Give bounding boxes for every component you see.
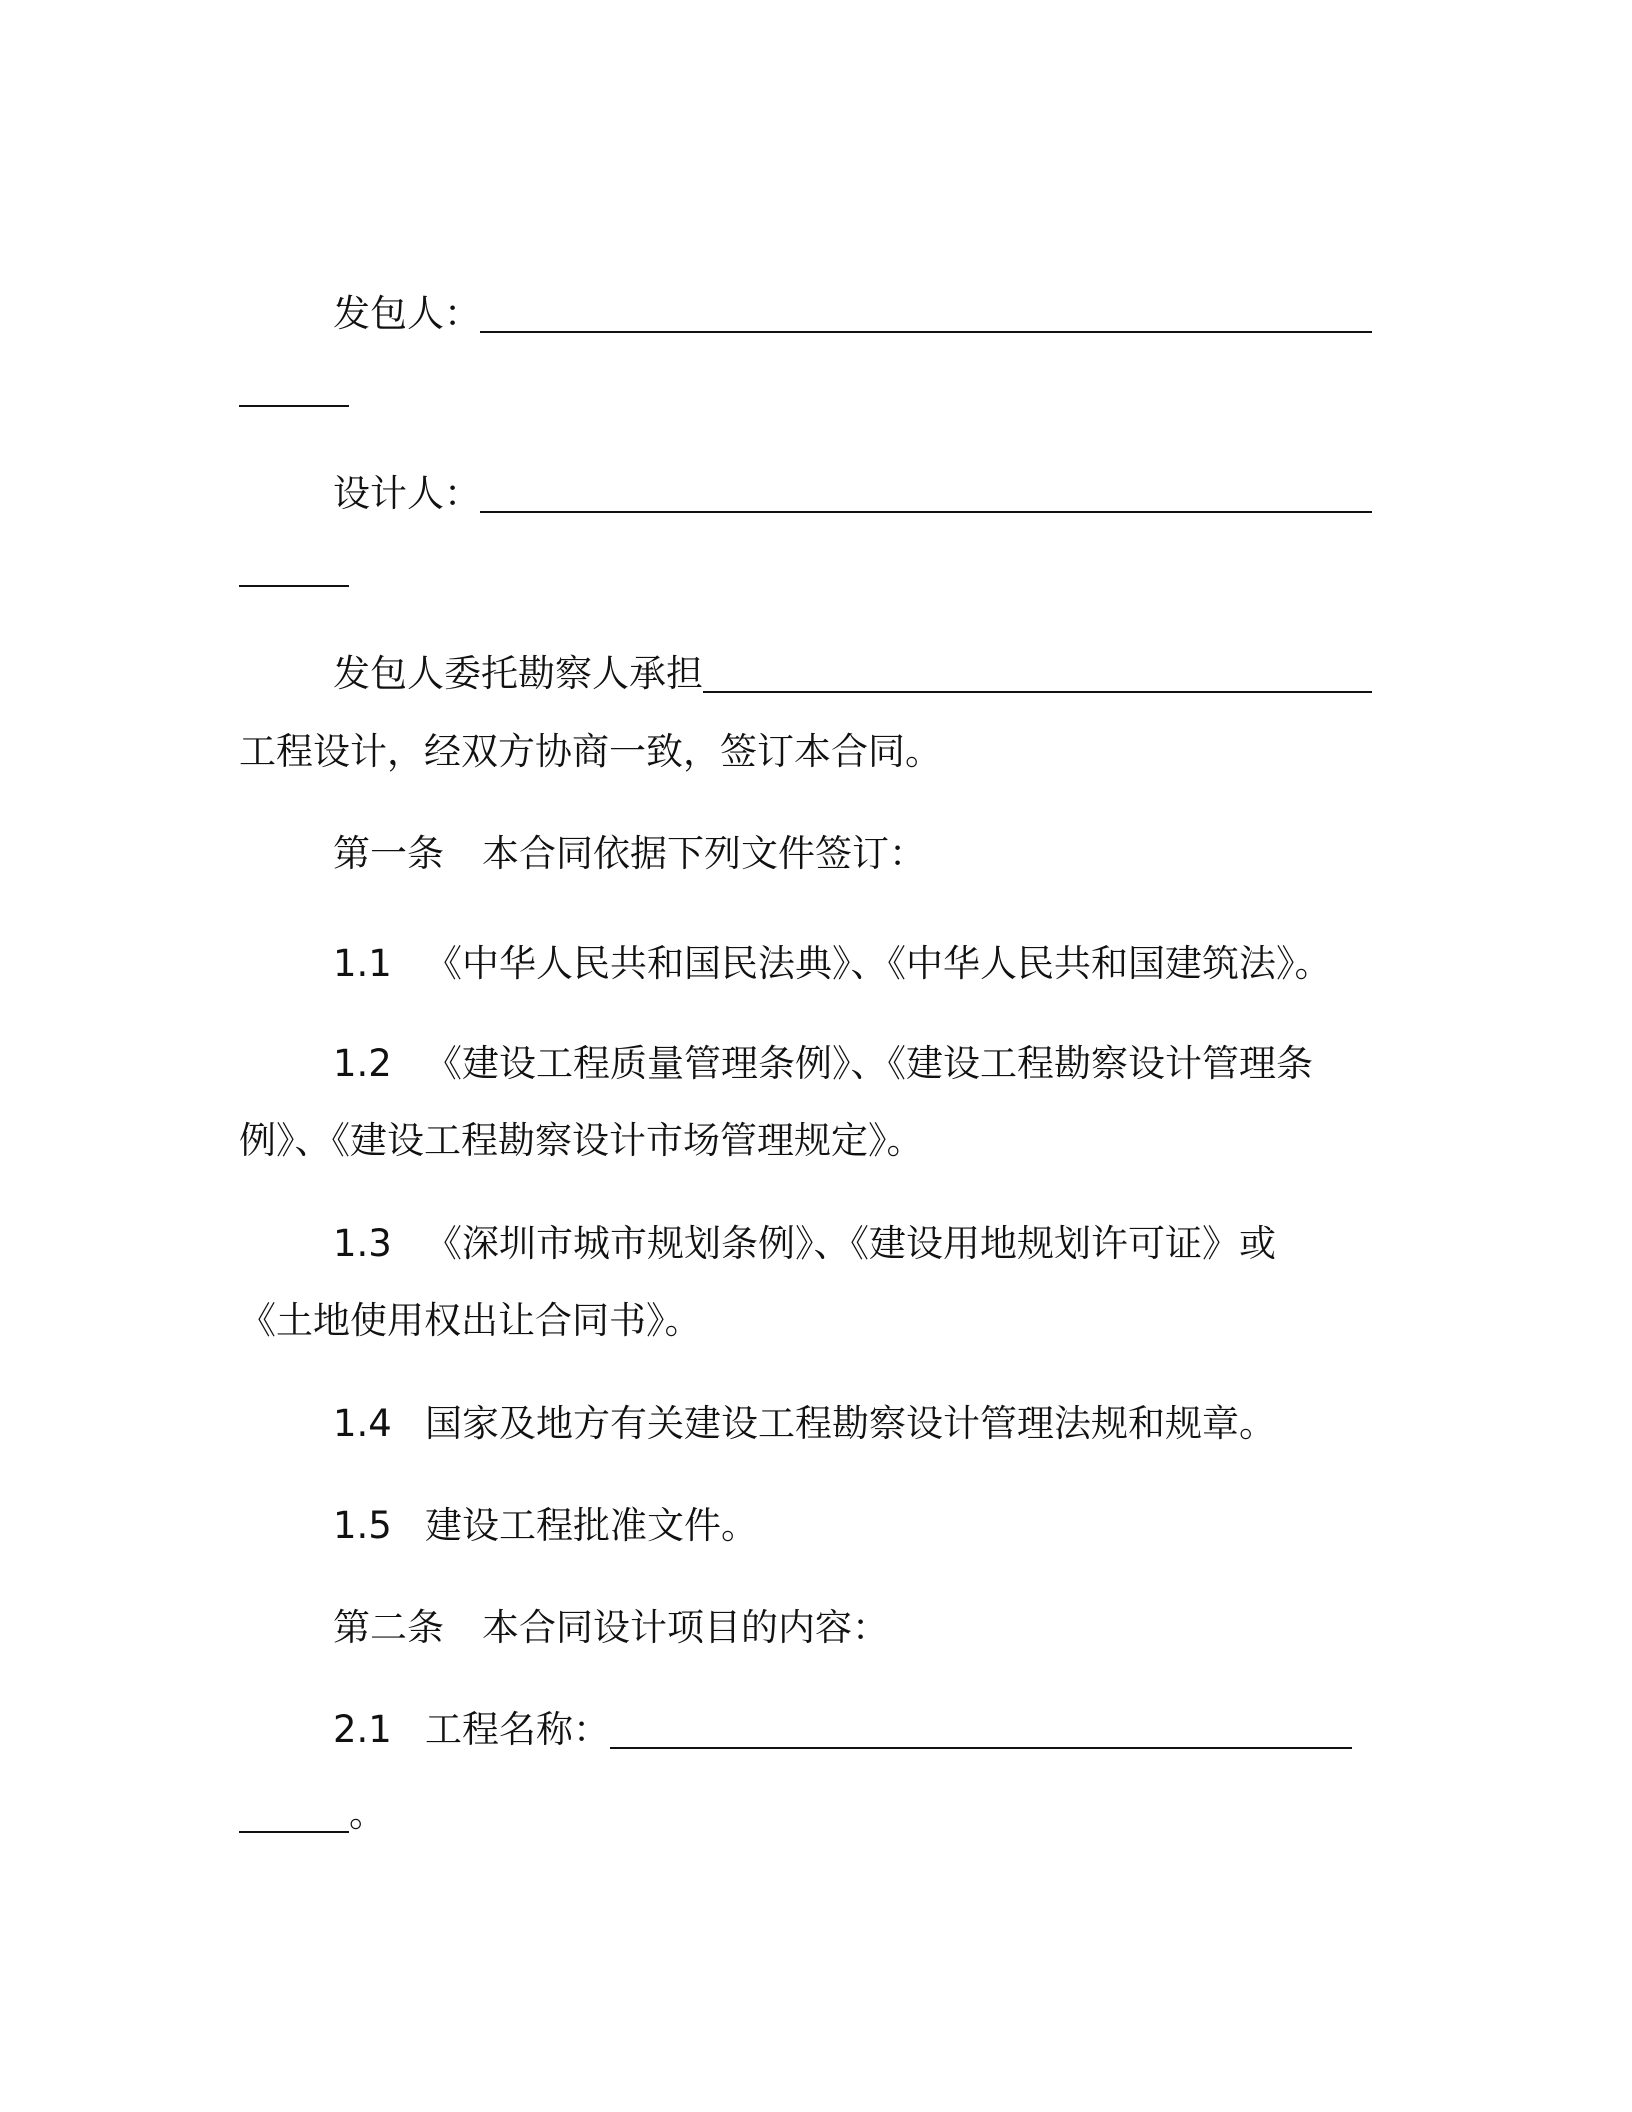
clause-1-3-cont: 《土地使用权出让合同书》。 — [239, 1299, 702, 1342]
party-a-blank-line[interactable] — [480, 331, 1372, 333]
article2-title: 第二条 — [333, 1606, 444, 1649]
clause-number: 1.2 — [333, 1042, 392, 1085]
article1-title: 第一条 — [333, 832, 444, 875]
clause-1-3 — [333, 1220, 1276, 1268]
clause-text: 《深圳市城市规划条例》、《建设用地规划许可证》或 — [425, 1222, 1276, 1265]
project-name-label: 工程名称： — [425, 1708, 610, 1751]
commission-blank-line[interactable] — [703, 691, 1372, 693]
article2-heading — [333, 1604, 889, 1652]
clause-1-1 — [333, 940, 1332, 988]
project-name-end: 。 — [349, 1792, 386, 1835]
clause-number: 2.1 — [333, 1708, 392, 1751]
article1-text: 本合同依据下列文件签订： — [482, 832, 926, 875]
clause-number: 1.1 — [333, 942, 392, 985]
commission-text: 发包人委托勘察人承担 — [333, 652, 703, 695]
clause-1-4 — [333, 1400, 1276, 1448]
designer-blank-line-cont[interactable] — [239, 585, 349, 587]
article1-heading — [333, 830, 926, 878]
clause-1-2-cont: 例》、《建设工程勘察设计市场管理规定》。 — [239, 1119, 924, 1162]
clause-text: 国家及地方有关建设工程勘察设计管理法规和规章。 — [425, 1402, 1276, 1445]
project-name-blank-line[interactable] — [610, 1747, 1352, 1749]
designer-label: 设计人： — [333, 472, 481, 515]
clause-1-5 — [333, 1502, 758, 1550]
project-name-blank-line-cont[interactable] — [239, 1831, 349, 1833]
designer-blank-line[interactable] — [480, 511, 1372, 513]
clause-text: 建设工程批准文件。 — [425, 1504, 758, 1547]
article2-text: 本合同设计项目的内容： — [482, 1606, 889, 1649]
party-a-label: 发包人： — [333, 292, 481, 335]
clause-number: 1.5 — [333, 1504, 392, 1547]
clause-number: 1.3 — [333, 1222, 392, 1265]
clause-text: 《建设工程质量管理条例》、《建设工程勘察设计管理条 — [425, 1042, 1313, 1085]
clause-1-2 — [333, 1040, 1313, 1088]
clause-number: 1.4 — [333, 1402, 392, 1445]
clause-2-1 — [333, 1706, 610, 1754]
party-a-blank-line-cont[interactable] — [239, 405, 349, 407]
commission-text-cont: 工程设计，经双方协商一致，签订本合同。 — [239, 730, 942, 773]
clause-text: 《中华人民共和国民法典》、《中华人民共和国建筑法》。 — [425, 942, 1332, 985]
